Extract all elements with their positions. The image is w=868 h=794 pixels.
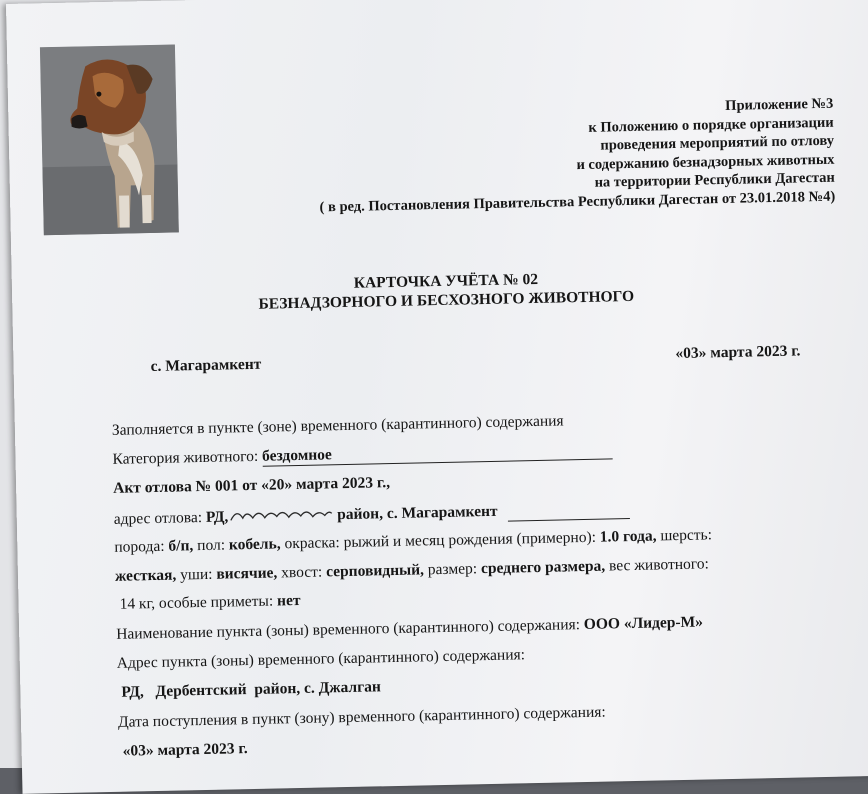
capture-address-line	[114, 498, 630, 530]
coat-label: шерсть:	[660, 526, 713, 545]
address-label: адрес отлова:	[113, 509, 203, 528]
facility-line	[116, 614, 703, 644]
address-suffix: район, с. Магарамкент	[336, 502, 498, 524]
facility-label: Наименование пункта (зоны) временного (карантинного) содержания:	[116, 616, 581, 643]
features-line	[115, 555, 709, 585]
size-value: среднего размера,	[480, 557, 606, 578]
breed-label: порода:	[114, 537, 165, 556]
breed-value: б/п,	[168, 537, 194, 555]
category-value: бездомное	[262, 440, 612, 466]
arrival-value: «03» марта 2023 г.	[122, 740, 248, 760]
age-value: 1.0 года,	[599, 527, 657, 546]
date: «03» марта 2023 г.	[675, 342, 801, 363]
appendix-block	[317, 95, 835, 217]
facility-address-value: РД, Дербентский район, с. Джалган	[121, 678, 382, 701]
handwritten-scribble	[228, 504, 333, 524]
weight-label: вес животного:	[608, 555, 710, 575]
appendix-line: к Положению о порядке организации	[588, 114, 834, 136]
facility-value: ООО «Лидер-М»	[583, 613, 704, 634]
address-blank	[507, 500, 629, 522]
coat-value: жесткая,	[114, 566, 177, 585]
tail-label: хвост:	[281, 563, 323, 582]
ears-label: уши:	[180, 565, 213, 584]
place: с. Магарамкент	[150, 355, 262, 376]
tail-value: серповидный,	[325, 561, 425, 581]
filled-in-note: Заполняется в пункте (зоне) временного (карантинного) содержания	[111, 412, 564, 439]
card-title: КАРТОЧКА УЧЁТА № 02	[353, 270, 539, 292]
document-page	[6, 0, 868, 794]
breed-line	[114, 526, 712, 557]
category-line	[112, 440, 612, 469]
dog-illustration	[40, 44, 179, 235]
category-label: Категория животного:	[112, 447, 259, 468]
weight-value: 14	[119, 595, 136, 613]
weight-line	[119, 592, 300, 614]
appendix-line: проведения мероприятий по отлову	[600, 132, 835, 154]
address-prefix: РД,	[205, 508, 229, 526]
card-subtitle: БЕЗНАДЗОРНОГО И БЕСХОЗНОГО ЖИВОТНОГО	[258, 287, 635, 313]
appendix-line: ( в ред. Постановления Правительства Республики Дагестан от 23.01.2018 №4)	[319, 188, 836, 215]
sex-label: пол:	[197, 536, 226, 555]
capture-act: Акт отлова № 001 от «20» марта 2023 г.,	[112, 474, 391, 497]
arrival-label: Дата поступления в пункт (зону) временного (карантинного) содержания:	[117, 703, 606, 731]
marks-value: нет	[276, 591, 301, 610]
weight-unit: кг, особые приметы:	[138, 592, 274, 613]
sex-value: кобель,	[228, 535, 281, 554]
appendix-line: и содержанию безнадзорных животных	[576, 151, 835, 173]
facility-address-label: Адрес пункта (зоны) временного (карантинного) содержания:	[116, 646, 526, 672]
dog-photo	[40, 44, 179, 235]
size-label: размер:	[427, 560, 478, 579]
appendix-line: Приложение №3	[725, 95, 834, 114]
ears-value: висячие,	[216, 564, 278, 583]
color-text: окраска: рыжий и месяц рождения (примерно):	[284, 528, 597, 553]
appendix-line: на территории Республики Дагестан	[594, 169, 835, 191]
